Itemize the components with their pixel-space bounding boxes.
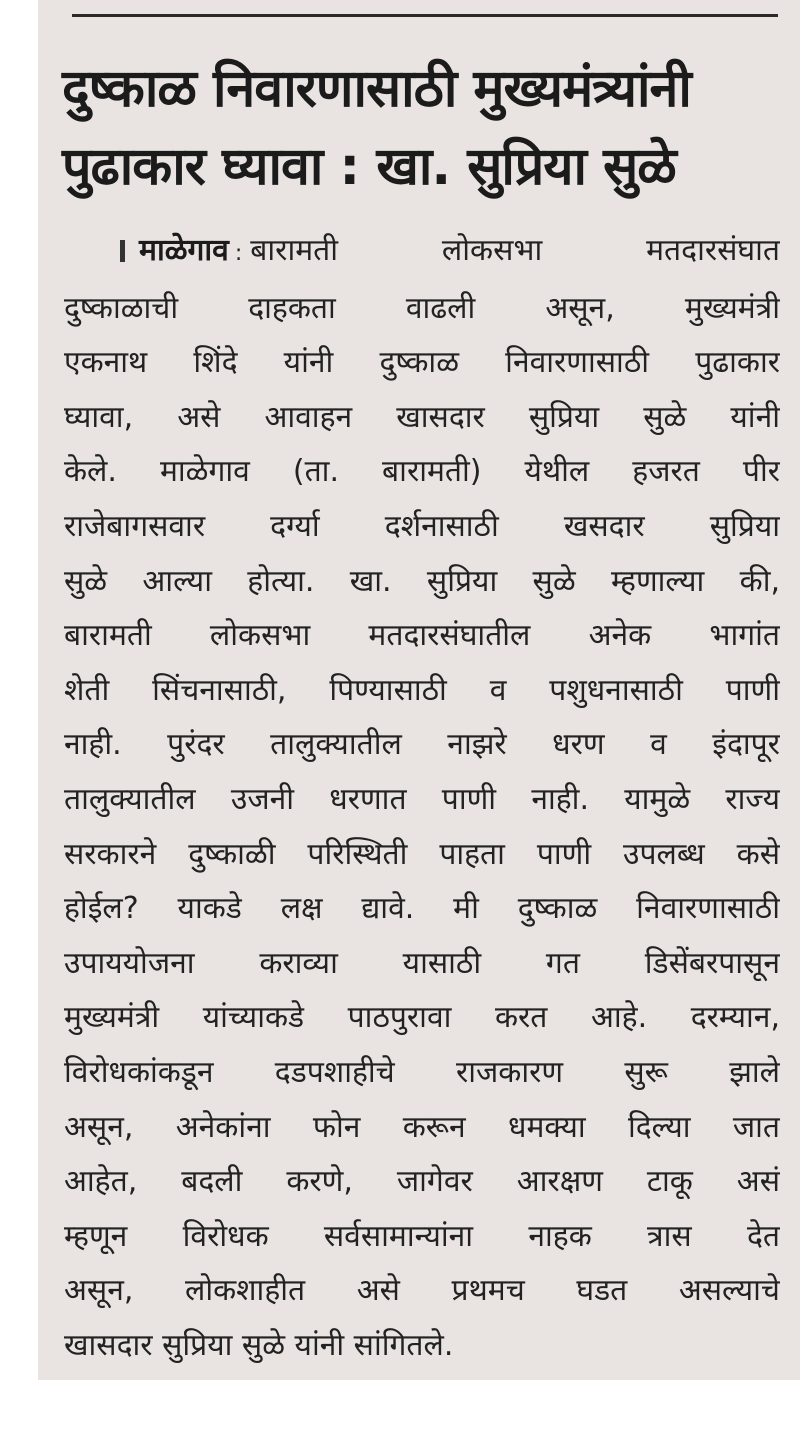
body-line: बारामती लोकसभा मतदारसंघातील अनेक भागांत xyxy=(64,618,780,654)
dateline: माळेगाव xyxy=(139,233,229,268)
body-line: सरकारने दुष्काळी परिस्थिती पाहता पाणी उपलब्ध कसे xyxy=(64,836,780,872)
headline-line: पुढाकार घ्यावा : खा. सुप्रिया सुळे xyxy=(62,137,676,197)
body-line: म्हणून विरोधक सर्वसामान्यांना नाहक त्रास देत xyxy=(64,1218,780,1254)
body-line: खासदार सुप्रिया सुळे यांनी सांगितले. xyxy=(64,1327,454,1363)
body-line: सुळे आल्या होत्या. खा. सुप्रिया सुळे म्हणाल्या की, xyxy=(64,563,780,599)
body-line: राजेबागसवार दर्ग्या दर्शनासाठी खसदार सुप्रिया xyxy=(64,508,780,544)
body-line: विरोधकांकडून दडपशाहीचे राजकारण सुरू झाले xyxy=(64,1054,780,1090)
body-line: उपाययोजना कराव्या यासाठी गत डिसेंबरपासून xyxy=(64,945,780,981)
body-line: शेती सिंचनासाठी, पिण्यासाठी व पशुधनासाठी पाणी xyxy=(64,672,780,708)
body-line: असून, लोकशाहीत असे प्रथमच घडत असल्याचे xyxy=(64,1273,780,1309)
body-line xyxy=(64,224,780,282)
body-line: असून, अनेकांना फोन करून धमक्या दिल्या जात xyxy=(64,1109,780,1145)
headline-line: दुष्काळ निवारणासाठी मुख्यमंत्र्यांनी xyxy=(62,59,691,119)
top-rule xyxy=(72,14,778,17)
body-line: घ्यावा, असे आवाहन खासदार सुप्रिया सुळे यांनी xyxy=(64,399,780,435)
article-body xyxy=(64,224,780,1373)
body-line: केले. माळेगाव (ता. बारामती) येथील हजरत पीर xyxy=(64,454,780,490)
body-line: आहेत, बदली करणे, जागेवर आरक्षण टाकू असं xyxy=(64,1164,780,1200)
body-line: दुष्काळाची दाहकता वाढली असून, मुख्यमंत्री xyxy=(64,290,780,326)
dateline-separator: : xyxy=(234,241,243,266)
body-line: मुख्यमंत्री यांच्याकडे पाठपुरावा करत आहे. दरम्यान, xyxy=(64,1000,780,1036)
dateline-marker xyxy=(120,240,125,262)
body-line: तालुक्यातील उजनी धरणात पाणी नाही. यामुळे राज्य xyxy=(64,781,780,817)
headline xyxy=(62,50,792,206)
body-line: होईल? याकडे लक्ष द्यावे. मी दुष्काळ निवारणासाठी xyxy=(64,891,780,927)
body-line: एकनाथ शिंदे यांनी दुष्काळ निवारणासाठी पुढाकार xyxy=(64,345,780,381)
body-line-text: बारामती लोकसभा मतदारसंघात xyxy=(250,233,780,268)
body-line: नाही. पुरंदर तालुक्यातील नाझरे धरण व इंदापूर xyxy=(64,727,780,763)
